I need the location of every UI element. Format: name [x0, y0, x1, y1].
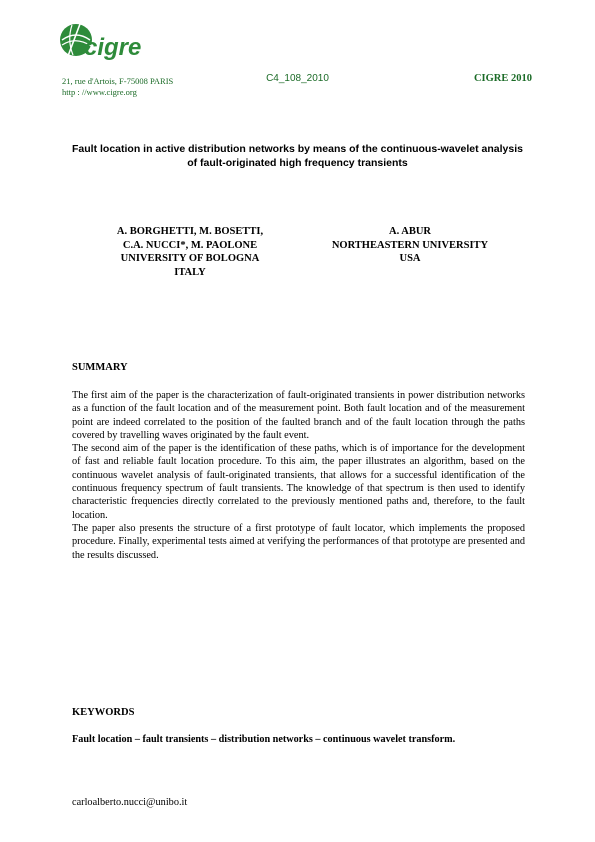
affiliation-line: UNIVERSITY OF BOLOGNA [120, 253, 260, 264]
address-line: 21, rue d'Artois, F-75008 PARIS [62, 76, 174, 86]
paper-title: Fault location in active distribution networks by means of the continuous-wavelet analysis of fault-originated high frequency transients [71, 143, 523, 169]
author-line: A. BORGHETTI, M. BOSETTI, [116, 226, 264, 237]
author-line: A. ABUR [388, 226, 431, 237]
summary-paragraph: The paper also presents the structure of a first prototype of fault locator, which implements the proposed procedure. Finally, experimental tests aimed at verifying the performances of that prototype are presented and the results discussed. [72, 522, 525, 561]
summary-body [72, 389, 525, 562]
keywords-text: Fault location – fault transients – distribution networks – continuous wavelet transform. [72, 734, 456, 745]
paper-code: C4_108_2010 [266, 73, 329, 84]
authors-right [320, 225, 500, 266]
country-line: USA [399, 253, 421, 264]
authors-left [95, 225, 285, 279]
website-link[interactable]: http : //www.cigre.org [62, 86, 137, 97]
conference-label: CIGRE 2010 [473, 73, 532, 84]
cigre-logo [58, 18, 142, 68]
country-line: ITALY [174, 266, 206, 278]
address-block [62, 76, 173, 97]
keywords-heading: KEYWORDS [72, 707, 135, 718]
summary-heading: SUMMARY [72, 362, 128, 373]
affiliation-line: NORTHEASTERN UNIVERSITY [331, 239, 489, 251]
summary-paragraph: The first aim of the paper is the characterization of fault-originated transients in power distribution networks as a function of the fault location and of the measurement point. Both fault location and of the measurement point are indeed correlated to the position of the faulted branch and of the fault location through the paths covered by travelling waves originated by the fault event. [72, 390, 525, 441]
summary-paragraph: The second aim of the paper is the identification of these paths, which is of importance for the development of fast and reliable fault location procedure. To this aim, the paper illustrates an algorithm, based on the continuous wavelet analysis of fault-originated transients, that allows for a successful identification of the continuous frequency spectrum of fault transients. The knowledge of that spectrum is then used to identify characteristic frequencies directly correlated to the previously mentioned paths and, therefore, to the fault location. [72, 443, 525, 521]
contact-email[interactable]: carloalberto.nucci@unibo.it [72, 797, 188, 808]
author-line: C.A. NUCCI*, M. PAOLONE [122, 239, 258, 251]
logo-text: cigre [84, 34, 142, 61]
